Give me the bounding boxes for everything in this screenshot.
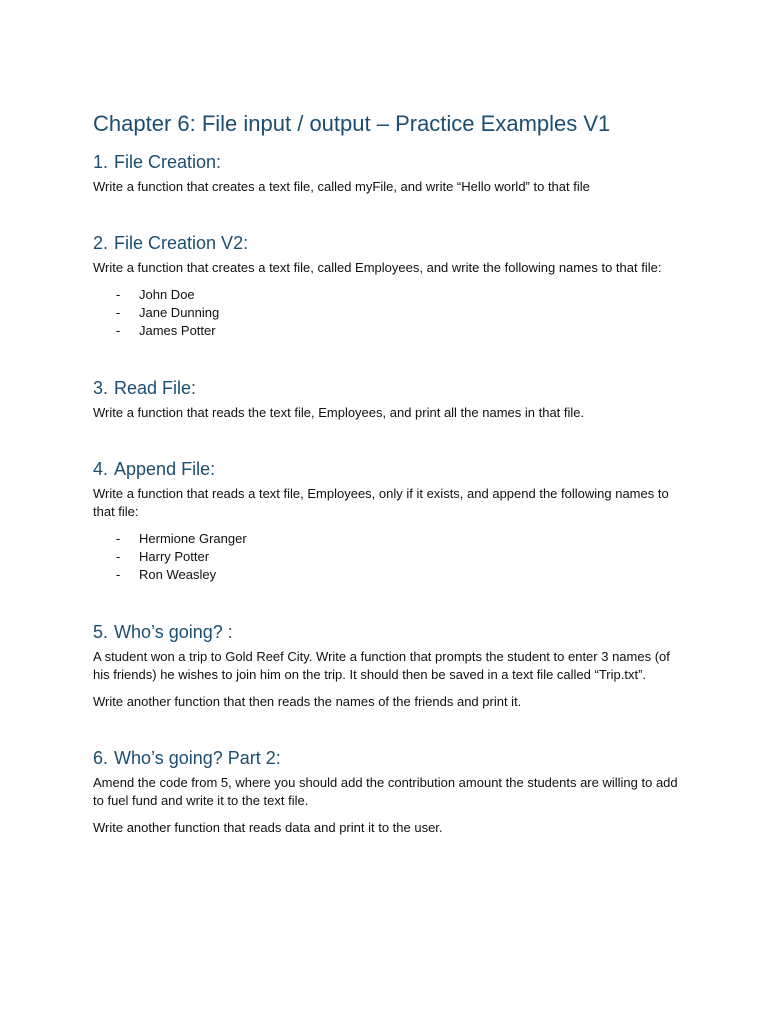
section-paragraph: A student won a trip to Gold Reef City. Write a function that prompts the student to enter 3 names (of his friends) he wishes to join him on the trip. It should then be saved in a text file called “Trip.txt”. <box>93 649 670 682</box>
list-item <box>93 322 683 340</box>
section-whos-going <box>93 620 683 711</box>
section-whos-going-part-2 <box>93 746 683 837</box>
section-number: 4. <box>93 459 109 479</box>
section-paragraph: Write another function that then reads the names of the friends and print it. <box>93 694 522 709</box>
list-item <box>93 530 683 548</box>
section-paragraph: Write a function that reads the text file, Employees, and print all the names in that file. <box>93 405 585 420</box>
list-item <box>93 548 683 566</box>
section-file-creation-v2 <box>93 231 683 340</box>
section-number: 5. <box>93 622 109 642</box>
section-heading <box>93 376 683 400</box>
list-marker: - <box>116 531 121 546</box>
list-marker: - <box>116 287 121 302</box>
section-paragraph: Amend the code from 5, where you should add the contribution amount the students are willing to add to fuel fund and write it to the text file. <box>93 775 678 808</box>
list-item <box>93 566 683 584</box>
list-item-text: Harry Potter <box>139 549 210 564</box>
section-paragraph: Write another function that reads data and print it to the user. <box>93 820 443 835</box>
section-file-creation <box>93 150 683 196</box>
section-title: Append File: <box>114 459 216 479</box>
section-title: Who’s going? : <box>114 622 233 642</box>
names-list <box>93 530 683 584</box>
list-item-text: Ron Weasley <box>139 567 217 582</box>
document-title: Chapter 6: File input / output – Practice Examples V1 <box>93 111 611 136</box>
list-item <box>93 286 683 304</box>
section-paragraph: Write a function that creates a text file, called Employees, and write the following names to that file: <box>93 260 662 275</box>
list-marker: - <box>116 305 121 320</box>
section-heading <box>93 231 683 255</box>
section-heading <box>93 457 683 481</box>
section-heading <box>93 150 683 174</box>
section-title: Who’s going? Part 2: <box>114 748 281 768</box>
section-number: 2. <box>93 233 109 253</box>
section-title: File Creation: <box>114 152 222 172</box>
section-paragraph: Write a function that reads a text file, Employees, only if it exists, and append the following names to that file: <box>93 486 669 519</box>
list-marker: - <box>116 567 121 582</box>
list-item-text: Hermione Granger <box>139 531 247 546</box>
list-item-text: James Potter <box>139 323 216 338</box>
names-list <box>93 286 683 340</box>
section-title: Read File: <box>114 378 197 398</box>
list-marker: - <box>116 323 121 338</box>
section-number: 1. <box>93 152 109 172</box>
section-read-file <box>93 376 683 422</box>
list-item-text: John Doe <box>139 287 195 302</box>
document-content <box>93 109 683 837</box>
section-heading <box>93 746 683 770</box>
list-item-text: Jane Dunning <box>139 305 220 320</box>
section-paragraph: Write a function that creates a text file, called myFile, and write “Hello world” to that file <box>93 179 590 194</box>
list-item <box>93 304 683 322</box>
section-append-file <box>93 457 683 584</box>
section-heading <box>93 620 683 644</box>
section-number: 6. <box>93 748 109 768</box>
section-title: File Creation V2: <box>114 233 249 253</box>
section-number: 3. <box>93 378 109 398</box>
list-marker: - <box>116 549 121 564</box>
